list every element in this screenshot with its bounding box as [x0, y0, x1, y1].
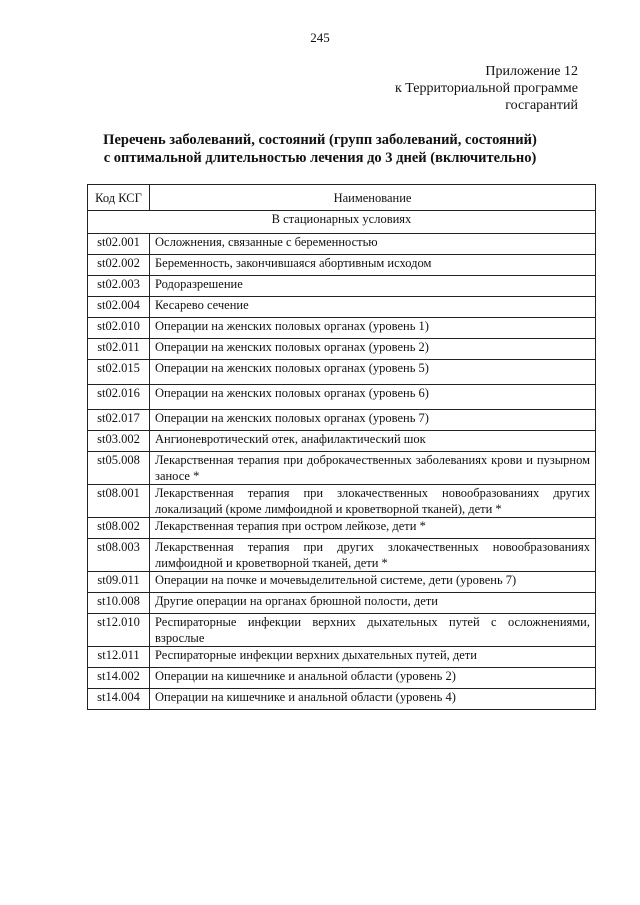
header-code: Код КСГ	[88, 185, 150, 211]
appendix-line-3: госгарантий	[505, 98, 578, 113]
ksg-code-cell: st02.015	[88, 360, 150, 385]
ksg-name-cell: Операции на женских половых органах (уровень 7)	[150, 410, 596, 431]
ksg-name-cell: Родоразрешение	[150, 276, 596, 297]
section-row	[88, 211, 596, 234]
ksg-name-cell: Другие операции на органах брюшной полости, дети	[150, 593, 596, 614]
table-row	[88, 385, 596, 410]
table-row	[88, 518, 596, 539]
ksg-code-cell: st05.008	[88, 452, 150, 485]
table-row	[88, 668, 596, 689]
ksg-code-cell: st12.010	[88, 614, 150, 647]
table-row	[88, 360, 596, 385]
ksg-name-cell: Респираторные инфекции верхних дыхательных путей с осложнениями, взрослые	[150, 614, 596, 647]
ksg-code-cell: st10.008	[88, 593, 150, 614]
ksg-code-cell: st02.016	[88, 385, 150, 410]
table-header-row	[88, 185, 596, 211]
ksg-table	[87, 184, 596, 710]
title-line-1: Перечень заболеваний, состояний (групп заболеваний, состояний)	[103, 132, 537, 148]
ksg-code-cell: st12.011	[88, 647, 150, 668]
ksg-code-cell: st02.010	[88, 318, 150, 339]
table-row	[88, 431, 596, 452]
ksg-name-cell: Операции на женских половых органах (уровень 2)	[150, 339, 596, 360]
ksg-name-cell: Операции на кишечнике и анальной области (уровень 4)	[150, 689, 596, 710]
appendix-line-2: к Территориальной программе	[394, 81, 578, 96]
ksg-name-cell: Операции на почке и мочевыделительной системе, дети (уровень 7)	[150, 572, 596, 593]
ksg-code-cell: st14.004	[88, 689, 150, 710]
ksg-code-cell: st02.004	[88, 297, 150, 318]
table-row	[88, 318, 596, 339]
table-row	[88, 614, 596, 647]
appendix-reference	[395, 63, 578, 114]
ksg-code-cell: st14.002	[88, 668, 150, 689]
ksg-code-cell: st02.017	[88, 410, 150, 431]
ksg-name-cell: Операции на женских половых органах (уровень 6)	[150, 385, 596, 410]
ksg-name-cell: Лекарственная терапия при доброкачественных заболеваниях крови и пузырном заносе *	[150, 452, 596, 485]
table-row	[88, 647, 596, 668]
table-row	[88, 593, 596, 614]
ksg-name-cell: Операции на кишечнике и анальной области (уровень 2)	[150, 668, 596, 689]
header-name: Наименование	[150, 185, 596, 211]
ksg-name-cell: Операции на женских половых органах (уровень 5)	[150, 360, 596, 385]
ksg-code-cell: st08.003	[88, 539, 150, 572]
ksg-code-cell: st08.002	[88, 518, 150, 539]
ksg-code-cell: st08.001	[88, 485, 150, 518]
table-row	[88, 452, 596, 485]
table-row	[88, 276, 596, 297]
table-row	[88, 297, 596, 318]
table-row	[88, 255, 596, 276]
ksg-name-cell: Респираторные инфекции верхних дыхательных путей, дети	[150, 647, 596, 668]
title-line-2: с оптимальной длительностью лечения до 3 дней (включительно)	[103, 150, 537, 166]
ksg-code-cell: st03.002	[88, 431, 150, 452]
ksg-name-cell: Ангионевротический отек, анафилактический шок	[150, 431, 596, 452]
ksg-code-cell: st02.002	[88, 255, 150, 276]
ksg-code-cell: st02.001	[88, 234, 150, 255]
ksg-name-cell: Осложнения, связанные с беременностью	[150, 234, 596, 255]
ksg-name-cell: Кесарево сечение	[150, 297, 596, 318]
document-title	[60, 131, 580, 167]
table-row	[88, 572, 596, 593]
ksg-name-cell: Беременность, закончившаяся абортивным исходом	[150, 255, 596, 276]
ksg-code-cell: st02.011	[88, 339, 150, 360]
ksg-name-cell: Лекарственная терапия при других злокачественных новообразованиях лимфоидной и кроветворной тканей, дети *	[150, 539, 596, 572]
table-row	[88, 339, 596, 360]
ksg-code-cell: st02.003	[88, 276, 150, 297]
table-row	[88, 539, 596, 572]
ksg-name-cell: Операции на женских половых органах (уровень 1)	[150, 318, 596, 339]
table-row	[88, 485, 596, 518]
ksg-name-cell: Лекарственная терапия при остром лейкозе, дети *	[150, 518, 596, 539]
appendix-line-1: Приложение 12	[485, 64, 578, 79]
section-label: В стационарных условиях	[88, 211, 596, 234]
table-row	[88, 234, 596, 255]
table-row	[88, 689, 596, 710]
table-row	[88, 410, 596, 431]
page-number: 245	[310, 30, 330, 45]
ksg-code-cell: st09.011	[88, 572, 150, 593]
ksg-name-cell: Лекарственная терапия при злокачественных новообразованиях других локализаций (кроме лимфоидной и кроветворной тканей), дети *	[150, 485, 596, 518]
